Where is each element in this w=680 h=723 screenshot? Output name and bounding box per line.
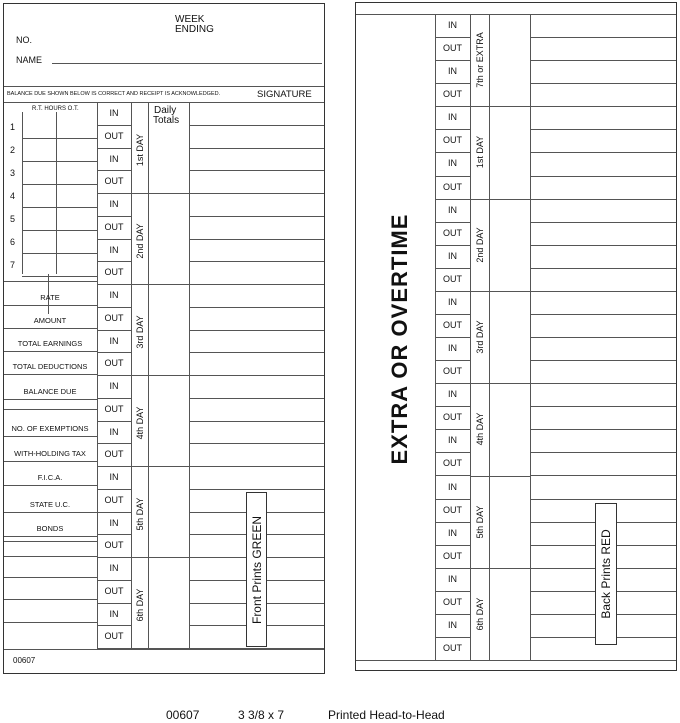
header-divider <box>4 86 324 87</box>
daily-totals-label-2: Totals <box>153 115 180 126</box>
side-label: TOTAL DEDUCTIONS <box>12 362 88 371</box>
totals-line <box>189 352 324 353</box>
hours-row-line <box>22 276 97 277</box>
back-totals-line <box>530 337 676 338</box>
name-label: NAME <box>16 55 43 65</box>
side-line <box>4 461 97 462</box>
back-totals-line <box>530 37 676 38</box>
punch-line <box>97 352 131 353</box>
punch-label: OUT <box>104 540 124 551</box>
back-punch-line <box>435 314 470 315</box>
totals-line <box>189 125 324 126</box>
back-punch-line <box>435 152 470 153</box>
back-punch-label: IN <box>448 296 457 307</box>
back-day-label: 6th DAY <box>475 597 485 631</box>
back-col-c <box>489 14 490 660</box>
punch-label: OUT <box>104 403 124 414</box>
side-line <box>4 556 97 557</box>
punch-line <box>97 466 131 467</box>
side-line <box>4 599 97 600</box>
back-punch-line <box>435 660 470 661</box>
side-label: F.I.C.A. <box>37 473 63 482</box>
day-label: 5th DAY <box>135 497 145 531</box>
punch-line <box>97 261 131 262</box>
hours-row-number: 6 <box>10 237 16 247</box>
punch-line <box>97 580 131 581</box>
punch-line <box>97 625 131 626</box>
totals-line <box>189 489 324 490</box>
punch-label: IN <box>109 199 119 209</box>
side-line <box>4 622 97 623</box>
front-print-note-box <box>246 492 267 647</box>
back-punch-label: IN <box>448 204 457 215</box>
punch-line <box>97 148 131 149</box>
back-totals-line <box>530 83 676 84</box>
day-line <box>131 193 189 194</box>
side-label: BONDS <box>36 524 64 533</box>
back-punch-line <box>435 60 470 61</box>
back-punch-line <box>435 222 470 223</box>
back-punch-line <box>435 83 470 84</box>
back-punch-label: IN <box>448 158 457 169</box>
back-punch-label: IN <box>448 66 457 77</box>
punch-label: IN <box>109 335 119 346</box>
footer-divider <box>4 649 324 650</box>
punch-line <box>97 603 131 604</box>
back-punch-line <box>435 568 470 569</box>
caption-size: 3 3/8 x 7 <box>238 708 285 722</box>
punch-col-day <box>148 102 149 650</box>
back-punch-label: IN <box>448 527 457 538</box>
back-punch-label: IN <box>448 250 457 261</box>
hours-row-line <box>22 138 97 139</box>
back-punch-label: OUT <box>443 596 462 607</box>
totals-line <box>189 398 324 399</box>
back-punch-line <box>435 614 470 615</box>
back-punch-label: IN <box>448 435 457 446</box>
back-punch-label: OUT <box>443 550 462 561</box>
punch-label: IN <box>109 563 119 573</box>
totals-line <box>189 307 324 308</box>
back-punch-line <box>435 452 470 453</box>
back-totals-line <box>530 60 676 61</box>
back-punch-line <box>435 545 470 546</box>
back-totals-line <box>530 106 676 107</box>
back-punch-line <box>435 475 470 476</box>
back-punch-line <box>435 383 470 384</box>
day-label: 2nd DAY <box>135 223 145 259</box>
punch-line <box>97 398 131 399</box>
punch-label: OUT <box>104 494 124 505</box>
back-punch-label: OUT <box>443 227 462 238</box>
back-punch-line <box>435 37 470 38</box>
punch-label: OUT <box>104 312 124 323</box>
punch-line <box>97 330 131 331</box>
side-line <box>4 281 97 282</box>
back-totals-line <box>530 129 676 130</box>
day-line <box>131 375 189 376</box>
hours-row-number: 1 <box>10 122 16 132</box>
punch-col-totals <box>189 102 190 650</box>
side-line <box>4 409 97 410</box>
totals-line <box>189 421 324 422</box>
totals-line <box>189 148 324 149</box>
hours-row-line <box>22 184 97 185</box>
day-label: 6th DAY <box>135 588 145 622</box>
back-day-line <box>470 199 530 200</box>
back-totals-line <box>530 660 676 661</box>
back-print-note: Back Prints RED <box>599 529 613 619</box>
totals-line <box>189 239 324 240</box>
back-punch-line <box>435 176 470 177</box>
week-ending-label-2: ENDING <box>175 24 214 35</box>
signature-label: SIGNATURE <box>257 89 312 100</box>
hours-col-ot <box>56 112 57 274</box>
side-line <box>4 305 97 306</box>
back-punch-label: IN <box>448 481 457 492</box>
punch-label: IN <box>109 426 119 437</box>
back-punch-line <box>435 499 470 500</box>
back-title: EXTRA OR OVERTIME <box>387 213 412 465</box>
back-punch-line <box>435 591 470 592</box>
back-punch-line <box>435 291 470 292</box>
back-totals-line <box>530 383 676 384</box>
punch-label: IN <box>109 608 119 619</box>
totals-line <box>189 170 324 171</box>
back-top-line <box>356 14 676 15</box>
side-label: BALANCE DUE <box>23 387 77 396</box>
back-day-label: 2nd DAY <box>475 226 485 263</box>
punch-label: OUT <box>104 585 124 596</box>
punch-line <box>97 557 131 558</box>
front-print-note: Front Prints GREEN <box>250 515 264 625</box>
hours-row-number: 5 <box>10 214 16 224</box>
back-totals-line <box>530 222 676 223</box>
hours-row-number: 7 <box>10 260 16 270</box>
daily-totals-label-1: Daily <box>154 105 177 116</box>
side-line <box>4 436 97 437</box>
hours-row-number: 4 <box>10 191 16 201</box>
punch-line <box>97 216 131 217</box>
punch-line <box>97 489 131 490</box>
back-punch-line <box>435 245 470 246</box>
back-punch-line <box>435 268 470 269</box>
punch-line <box>97 193 131 194</box>
punch-label: IN <box>109 244 119 255</box>
side-line <box>4 374 97 375</box>
card-number: 00607 <box>13 656 36 665</box>
punch-col-mid <box>131 102 132 650</box>
name-line <box>52 63 322 64</box>
back-punch-label: OUT <box>443 135 462 146</box>
day-line <box>131 557 189 558</box>
back-punch-label: OUT <box>443 504 462 515</box>
back-card <box>355 2 677 671</box>
punch-label: IN <box>109 290 119 300</box>
back-punch-label: OUT <box>443 412 462 423</box>
totals-line <box>189 193 324 194</box>
punch-label: OUT <box>104 176 124 187</box>
back-totals-line <box>530 268 676 269</box>
back-punch-label: OUT <box>443 273 462 284</box>
back-punch-line <box>435 337 470 338</box>
back-totals-line <box>530 475 676 476</box>
punch-label: OUT <box>104 267 124 278</box>
caption-code: 00607 <box>166 708 200 722</box>
punch-line <box>97 534 131 535</box>
back-punch-line <box>435 199 470 200</box>
punch-label: OUT <box>104 130 124 141</box>
side-label: TOTAL EARNINGS <box>17 339 83 348</box>
back-day-label: 4th DAY <box>475 412 485 446</box>
back-punch-label: IN <box>448 343 457 354</box>
back-day-line <box>470 106 530 107</box>
hours-row-number: 3 <box>10 168 16 178</box>
balance-statement: BALANCE DUE SHOWN BELOW IS CORRECT AND RECEIPT IS ACKNOWLEDGED. <box>7 91 221 97</box>
side-line <box>4 512 97 513</box>
hours-row-line <box>22 161 97 162</box>
punch-label: OUT <box>104 221 124 232</box>
hours-header: R.T. HOURS O.T. <box>32 106 79 112</box>
day-label: 1st DAY <box>135 133 145 167</box>
back-totals-line <box>530 314 676 315</box>
punch-label: IN <box>109 381 119 391</box>
back-day-label: 1st DAY <box>475 136 485 169</box>
week-ending-label-1: WEEK <box>175 14 205 25</box>
back-punch-label: IN <box>448 573 457 584</box>
back-punch-line <box>435 406 470 407</box>
punch-line <box>97 239 131 240</box>
totals-line <box>189 330 324 331</box>
punch-label: IN <box>109 472 119 482</box>
day-label: 3rd DAY <box>135 315 145 349</box>
back-punch-line <box>435 637 470 638</box>
side-line <box>4 536 97 537</box>
side-label: AMOUNT <box>33 316 67 325</box>
punch-line <box>97 375 131 376</box>
back-punch-label: OUT <box>443 366 462 377</box>
hours-col-rt <box>22 112 23 274</box>
back-day-line <box>470 383 530 384</box>
back-punch-line <box>435 522 470 523</box>
back-punch-label: OUT <box>443 181 462 192</box>
back-totals-line <box>530 199 676 200</box>
back-totals-line <box>530 499 676 500</box>
punch-line <box>97 125 131 126</box>
back-day-label: 3rd DAY <box>475 320 485 354</box>
side-label: STATE U.C. <box>29 500 71 509</box>
punch-label: OUT <box>104 449 124 460</box>
back-totals-line <box>530 452 676 453</box>
back-totals-line <box>530 429 676 430</box>
day-line <box>131 284 189 285</box>
back-day-line <box>470 291 530 292</box>
back-col-b <box>470 14 471 660</box>
back-totals-line <box>530 245 676 246</box>
side-line <box>4 485 97 486</box>
hours-row-number: 2 <box>10 145 16 155</box>
day-line <box>131 466 189 467</box>
side-label: NO. OF EXEMPTIONS <box>11 424 89 433</box>
punch-label: IN <box>109 517 119 528</box>
punch-line <box>97 421 131 422</box>
punch-label: OUT <box>104 358 124 369</box>
back-punch-line <box>435 360 470 361</box>
totals-line <box>189 466 324 467</box>
number-label: NO. <box>16 35 33 45</box>
punch-line <box>97 307 131 308</box>
back-punch-label: OUT <box>443 319 462 330</box>
back-punch-label: OUT <box>443 643 462 653</box>
totals-line <box>189 443 324 444</box>
punch-line <box>97 284 131 285</box>
signature-divider <box>4 102 324 103</box>
side-line <box>4 328 97 329</box>
totals-line <box>189 375 324 376</box>
side-label: RATE <box>40 293 60 302</box>
totals-line <box>189 261 324 262</box>
side-label: WITH-HOLDING TAX <box>14 449 86 458</box>
back-day-label: 5th DAY <box>475 505 485 538</box>
totals-line <box>189 284 324 285</box>
caption-note: Printed Head-to-Head <box>328 708 445 722</box>
back-punch-label: IN <box>448 20 457 30</box>
totals-line <box>189 216 324 217</box>
back-punch-line <box>435 429 470 430</box>
back-punch-label: IN <box>448 112 457 123</box>
hours-row-line <box>22 230 97 231</box>
punch-line <box>97 443 131 444</box>
punch-line <box>97 512 131 513</box>
front-card <box>3 3 325 674</box>
back-print-note-box <box>595 503 617 645</box>
back-totals-line <box>530 360 676 361</box>
side-line <box>4 351 97 352</box>
punch-label: OUT <box>104 631 124 642</box>
back-totals-line <box>530 406 676 407</box>
back-punch-line <box>435 106 470 107</box>
hours-row-line <box>22 253 97 254</box>
back-day-line <box>470 476 530 477</box>
punch-label: IN <box>109 108 119 118</box>
punch-line <box>97 170 131 171</box>
back-punch-label: OUT <box>443 43 462 54</box>
hours-row-line <box>22 207 97 208</box>
back-punch-label: OUT <box>443 89 462 100</box>
back-day-label: 7th or EXTRA <box>475 32 485 88</box>
punch-label: IN <box>109 153 119 164</box>
back-day-line <box>470 660 530 661</box>
back-day-line <box>470 568 530 569</box>
back-punch-line <box>435 129 470 130</box>
side-line <box>4 399 97 400</box>
back-totals-line <box>530 176 676 177</box>
side-line <box>4 541 97 542</box>
back-punch-label: IN <box>448 389 457 400</box>
day-label: 4th DAY <box>135 406 145 440</box>
back-totals-line <box>530 152 676 153</box>
back-punch-label: IN <box>448 619 457 630</box>
back-totals-line <box>530 291 676 292</box>
back-punch-label: OUT <box>443 458 462 469</box>
side-line <box>4 577 97 578</box>
